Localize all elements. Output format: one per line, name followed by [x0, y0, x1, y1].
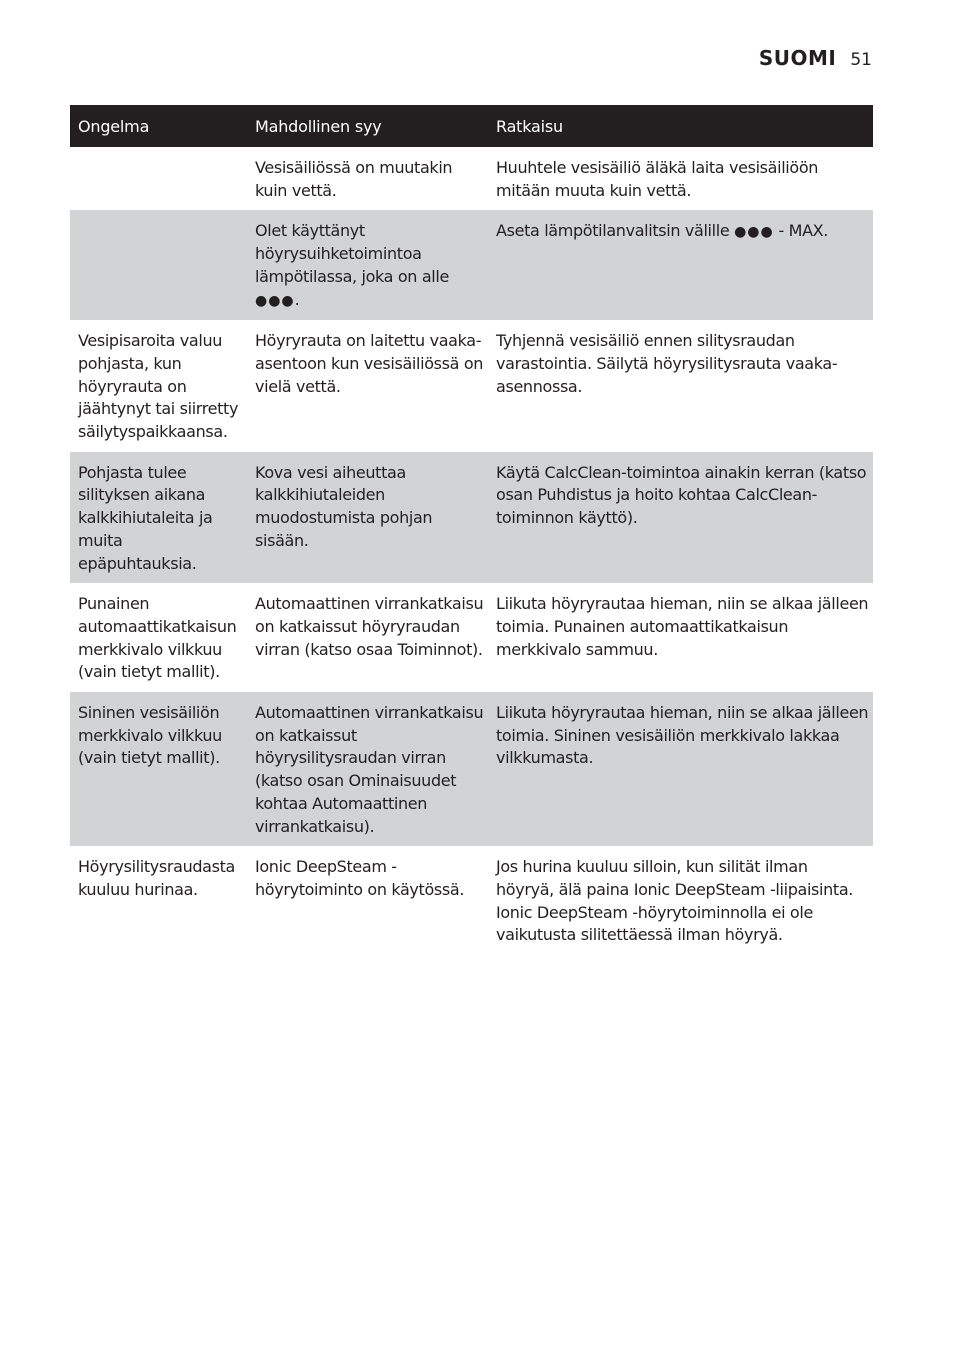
- table-row: [70, 320, 873, 452]
- solution-cell: [488, 210, 873, 320]
- table-header-row: [70, 105, 873, 147]
- column-header-problem: Ongelma: [70, 105, 247, 147]
- column-header-solution: Ratkaisu: [488, 105, 873, 147]
- cause-cell: Automaattinen virrankatkaisu on katkaissut höyryraudan virran (katso osaa Toiminnot).: [255, 594, 484, 659]
- problem-cell: [70, 147, 247, 210]
- solution-cell: Käytä CalcClean-toimintoa ainakin kerran (katso osan Puhdistus ja hoito kohtaa CalcClean-toiminnon käyttö).: [488, 452, 873, 584]
- solution-text: Aseta lämpötilanvalitsin välille: [496, 221, 730, 241]
- cause-text: Olet käyttänyt höyrysuihketoimintoa lämpötilassa, joka on alle: [255, 221, 449, 286]
- language-heading: SUOMI: [758, 46, 837, 70]
- temperature-dots-icon: ●●●: [734, 224, 774, 241]
- cause-end: .: [294, 289, 300, 309]
- problem-cell: Pohjasta tulee silityksen aikana kalkkihiutaleita ja muita epäpuhtauksia.: [70, 452, 247, 584]
- solution-cell: Tyhjennä vesisäiliö ennen silitysraudan varastointia. Säilytä höyrysilitysrauta vaaka-asennossa.: [496, 331, 838, 396]
- solution-cell: Jos hurina kuuluu silloin, kun silität ilman höyryä, älä paina Ionic DeepSteam -liipaisinta. Ionic DeepSteam -höyrytoiminnolla ei ole vaikutusta silitettäessä ilman höyryä.: [496, 857, 854, 945]
- cause-cell: Ionic DeepSteam -höyrytoiminto on käytössä.: [255, 857, 465, 899]
- solution-cell: Liikuta höyryrautaa hieman, niin se alkaa jälleen toimia. Punainen automaattikatkaisun merkkivalo sammuu.: [496, 594, 869, 659]
- table-row: [70, 452, 873, 584]
- problem-cell: Punainen automaattikatkaisun merkkivalo vilkkuu (vain tietyt mallit).: [78, 594, 237, 682]
- cause-cell: Kova vesi aiheuttaa kalkkihiutaleiden muodostumista pohjan sisään.: [247, 452, 488, 584]
- column-header-cause: Mahdollinen syy: [247, 105, 488, 147]
- cause-cell: Vesisäiliössä on muutakin kuin vettä.: [255, 158, 453, 200]
- solution-cell: Huuhtele vesisäiliö äläkä laita vesisäiliöön mitään muuta kuin vettä.: [496, 158, 819, 200]
- problem-cell: Sininen vesisäiliön merkkivalo vilkkuu (vain tietyt mallit).: [70, 692, 247, 846]
- cause-cell: [247, 210, 488, 320]
- cause-cell: Höyryrauta on laitettu vaaka-asentoon kun vesisäiliössä on vielä vettä.: [255, 331, 484, 396]
- table-row: [70, 692, 873, 846]
- solution-end: - MAX.: [773, 221, 829, 241]
- table-row: [70, 210, 873, 320]
- problem-cell: [70, 210, 247, 320]
- solution-cell: Liikuta höyryrautaa hieman, niin se alkaa jälleen toimia. Sininen vesisäiliön merkkivalo lakkaa vilkkumasta.: [488, 692, 873, 846]
- problem-cell: Höyrysilitysraudasta kuuluu hurinaa.: [78, 857, 235, 899]
- troubleshooting-table: [70, 105, 873, 955]
- table-row: [70, 583, 873, 692]
- page-header: [759, 46, 872, 76]
- table-row: [70, 846, 873, 955]
- cause-cell: Automaattinen virrankatkaisu on katkaissut höyrysilitysraudan virran (katso osan Ominaisuudet kohtaa Automaattinen virrankatkaisu).: [247, 692, 488, 846]
- table-row: [70, 147, 873, 210]
- problem-cell: Vesipisaroita valuu pohjasta, kun höyryrauta on jäähtynyt tai siirretty säilytyspaikkaansa.: [78, 331, 239, 442]
- page-number: 51: [850, 50, 872, 70]
- temperature-dots-icon: ●●●: [255, 292, 295, 309]
